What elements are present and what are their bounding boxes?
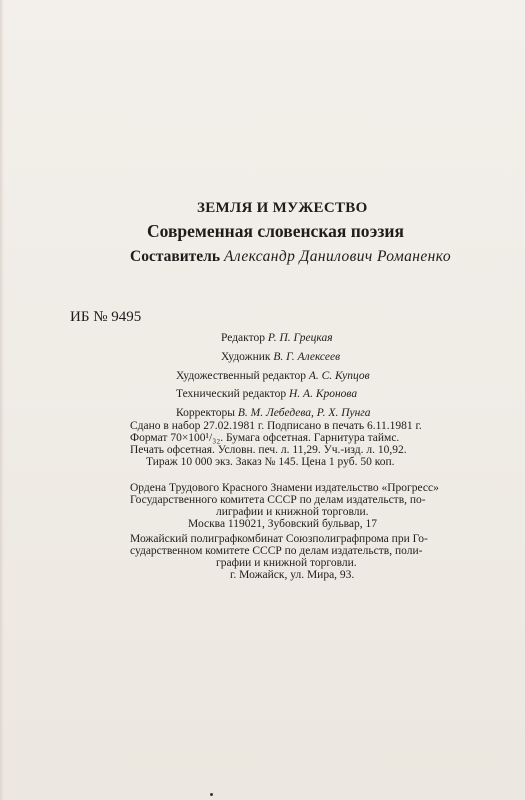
printer-line: графии и книжной торговли. — [216, 557, 357, 569]
publisher-line: Ордена Трудового Красного Знамени издательство «Прогресс» — [130, 482, 439, 494]
compiler-label: Составитель — [130, 248, 221, 265]
printer-line: Можайский полиграфкомбинат Союзполиграфпрома при Го- — [130, 533, 428, 545]
credit-role: Художник — [221, 351, 271, 363]
printer-line: сударственном комитете СССР по делам издательств, поли- — [130, 545, 423, 557]
book-subtitle: Современная словенская поэзия — [147, 221, 404, 241]
credit-person: В. Г. Алексеев — [273, 351, 341, 363]
credit-role: Художественный редактор — [176, 370, 306, 382]
credit-artist — [221, 352, 340, 364]
print-data-line: Печать офсетная. Условн. печ. л. 11,29. Уч.-изд. л. 10,92. — [130, 444, 407, 456]
credit-person: А. С. Купцов — [308, 370, 370, 382]
credit-proofreaders — [176, 408, 371, 420]
credit-art-editor — [176, 371, 370, 383]
credit-role: Технический редактор — [176, 388, 287, 400]
publisher-line: лиграфии и книжной торговли. — [216, 506, 369, 518]
print-data-line: Тираж 10 000 экз. Заказ № 145. Цена 1 руб. 50 коп. — [146, 456, 395, 468]
book-title: ЗЕМЛЯ И МУЖЕСТВО — [197, 200, 368, 216]
ib-number: ИБ № 9495 — [70, 309, 142, 325]
credit-role: Корректоры — [176, 407, 235, 419]
ink-speck — [210, 793, 213, 796]
credit-editor — [221, 333, 333, 345]
compiler-line — [130, 248, 451, 266]
printer-line: г. Можайск, ул. Мира, 93. — [230, 569, 355, 581]
credit-person: В. М. Лебедева, Р. Х. Пунга — [237, 407, 371, 419]
publisher-line: Государственного комитета СССР по делам издательств, по- — [130, 494, 426, 506]
credit-tech-editor — [176, 389, 357, 401]
print-data-line: Формат 70×100¹/₃₂. Бумага офсетная. Гарнитура таймс. — [130, 432, 400, 444]
compiler-name: Александр Данилович Романенко — [223, 248, 451, 265]
credit-person: Р. П. Грецкая — [267, 332, 333, 344]
print-data-line: Сдано в набор 27.02.1981 г. Подписано в печать 6.11.1981 г. — [130, 420, 422, 432]
publisher-line: Москва 119021, Зубовский бульвар, 17 — [188, 518, 377, 530]
credit-person: Н. А. Кронова — [289, 388, 358, 400]
credit-role: Редактор — [221, 332, 265, 344]
page-edge-shadow — [0, 0, 4, 800]
